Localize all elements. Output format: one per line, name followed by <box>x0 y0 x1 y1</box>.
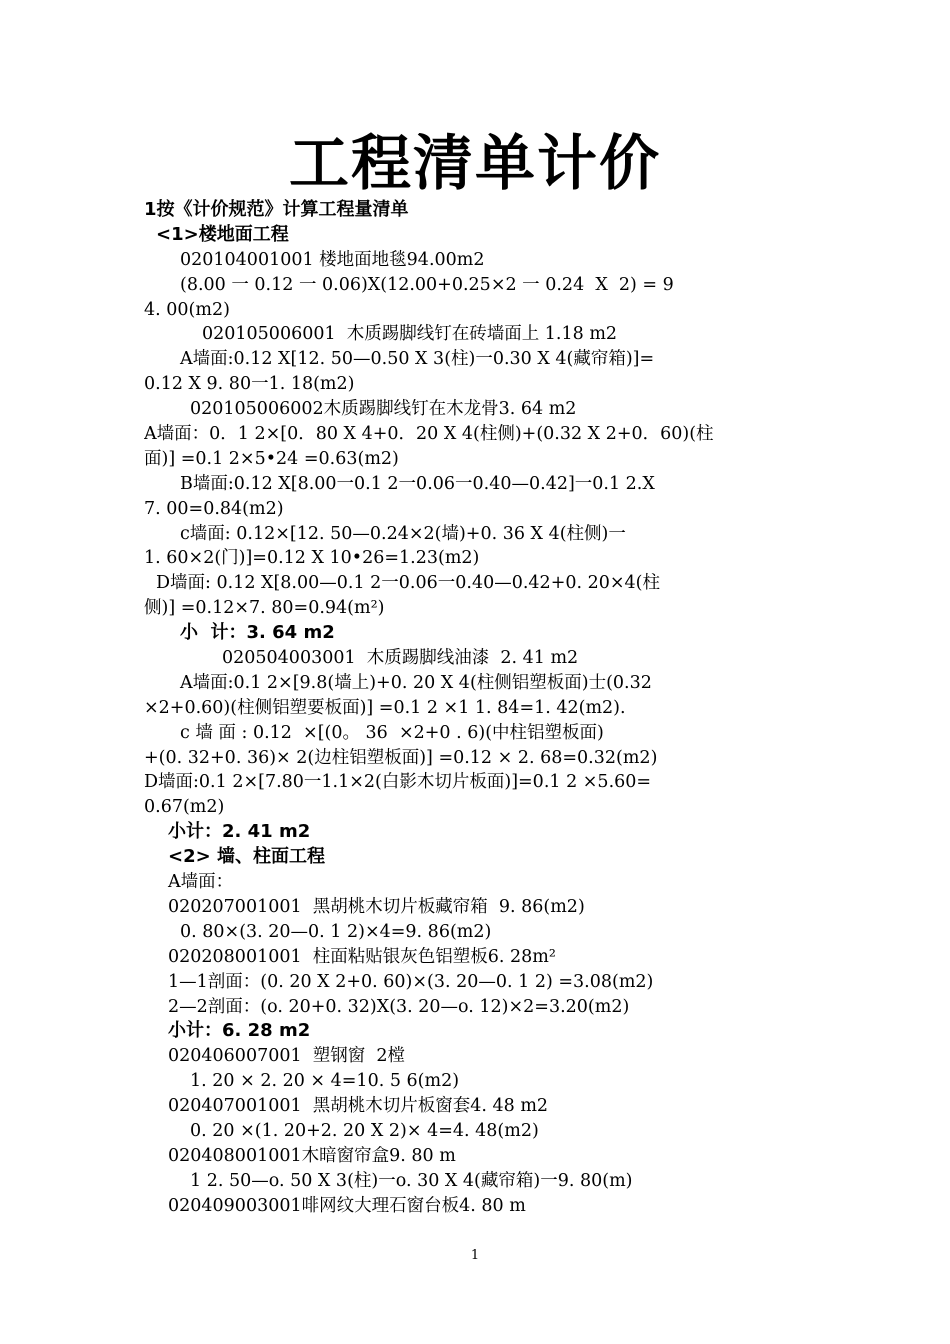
text-line: 侧)] =0.12×7. 80=0.94(m²) <box>144 598 385 619</box>
text-line: c墙面: 0.12×[12. 50—0.24×2(墙)+0. 36 X 4(柱侧)一 <box>180 523 626 544</box>
text-line: 4. 00(m2) <box>144 299 230 320</box>
text-line: 020504003001 木质踢脚线油漆 2. 41 m2 <box>222 648 579 669</box>
text-line: 020406007001 塑钢窗 2樘 <box>168 1046 405 1067</box>
text-line: ×2+0.60)(柱侧铝塑要板面)] =0.1 2 ×1 1. 84=1. 42(m2). <box>144 697 626 718</box>
page-number: 1 <box>470 1248 480 1263</box>
text-line: c 墙 面 : 0.12 ×[(0。 36 ×2+0 . 6)(中柱铝塑板面) <box>180 722 604 743</box>
section-heading: 1按《计价规范》计算工程量清单 <box>144 199 409 220</box>
text-line: 020409003001啡网纹大理石窗台板4. 80 m <box>168 1195 526 1216</box>
section-heading: <1>楼地面工程 <box>156 223 289 245</box>
text-line: 面)] =0.1 2×5•24 =0.63(m2) <box>144 448 399 469</box>
text-line: 0. 20 ×(1. 20+2. 20 X 2)× 4=4. 48(m2) <box>190 1120 539 1141</box>
section-heading: 小 计：3. 64 m2 <box>180 622 335 644</box>
text-line: 1. 60×2(门)]=0.12 X 10•26=1.23(m2) <box>144 548 480 569</box>
text-line: (8.00 一 0.12 一 0.06)X(12.00+0.25×2 一 0.24 X 2) = 9 <box>180 274 674 295</box>
text-line: 020105006002木质踢脚线钉在木龙骨3. 64 m2 <box>190 399 577 420</box>
text-line: D墙面: 0.12 X[8.00—0.1 2一0.06一0.40—0.42+0. 20×4(柱 <box>156 573 661 594</box>
text-line: 1—1剖面：(0. 20 X 2+0. 60)×(3. 20—0. 1 2) =3.08(m2) <box>168 971 654 992</box>
text-line: 0.67(m2) <box>144 797 225 818</box>
document-body <box>144 198 810 1219</box>
text-line: +(0. 32+0. 36)× 2(边柱铝塑板面)] =0.12 × 2. 68=0.32(m2) <box>144 747 658 768</box>
section-heading: 小计：2. 41 m2 <box>168 821 311 843</box>
text-line: 020105006001 木质踢脚线钉在砖墙面上 1.18 m2 <box>202 324 618 345</box>
text-line: D墙面:0.1 2×[7.80一1.1×2(白影木切片板面)]=0.1 2 ×5.60= <box>144 772 652 793</box>
text-line: 0.12 X 9. 80一1. 18(m2) <box>144 374 355 395</box>
text-line: 7. 00=0.84(m2) <box>144 498 284 519</box>
text-line: B墙面:0.12 X[8.00一0.1 2一0.06一0.40—0.42]一0.1 2.X <box>180 473 655 494</box>
text-line: A墙面： <box>168 872 234 893</box>
text-line: 0. 80×(3. 20—0. 1 2)×4=9. 86(m2) <box>180 921 492 942</box>
text-line: A墙面：0．1 2×[0．80 X 4+0．20 X 4(柱侧)+(0.32 X 2+0．60)(柱 <box>144 424 714 445</box>
text-line: 1. 20 × 2. 20 × 4=10. 5 6(m2) <box>190 1071 460 1092</box>
section-heading: 小计：6. 28 m2 <box>168 1020 311 1042</box>
page-title: 工程清单计价 <box>289 129 661 199</box>
text-line: 020208001001 柱面粘贴银灰色铝塑板6. 28m² <box>168 946 556 967</box>
text-line: 020207001001 黑胡桃木切片板藏帘箱 9. 86(m2) <box>168 896 585 917</box>
text-line: 1 2. 50—o. 50 X 3(柱)一o. 30 X 4(藏帘箱)一9. 80(m) <box>190 1170 633 1191</box>
text-line: 020408001001木暗窗帘盒9. 80 m <box>168 1145 456 1166</box>
section-heading: <2> 墙、柱面工程 <box>168 846 325 868</box>
text-line: A墙面:0.12 X[12. 50—0.50 X 3(柱)一0.30 X 4(藏帘箱)]= <box>180 349 655 370</box>
text-line: A墙面:0.1 2×[9.8(墙上)+0. 20 X 4(柱侧铝塑板面)士(0.32 <box>180 672 652 693</box>
text-line: 020407001001 黑胡桃木切片板窗套4. 48 m2 <box>168 1096 549 1117</box>
text-line: 2—2剖面：(o. 20+0. 32)X(3. 20—o. 12)×2=3.20(m2) <box>168 996 630 1017</box>
text-line: 020104001001 楼地面地毯94.00m2 <box>180 249 485 270</box>
